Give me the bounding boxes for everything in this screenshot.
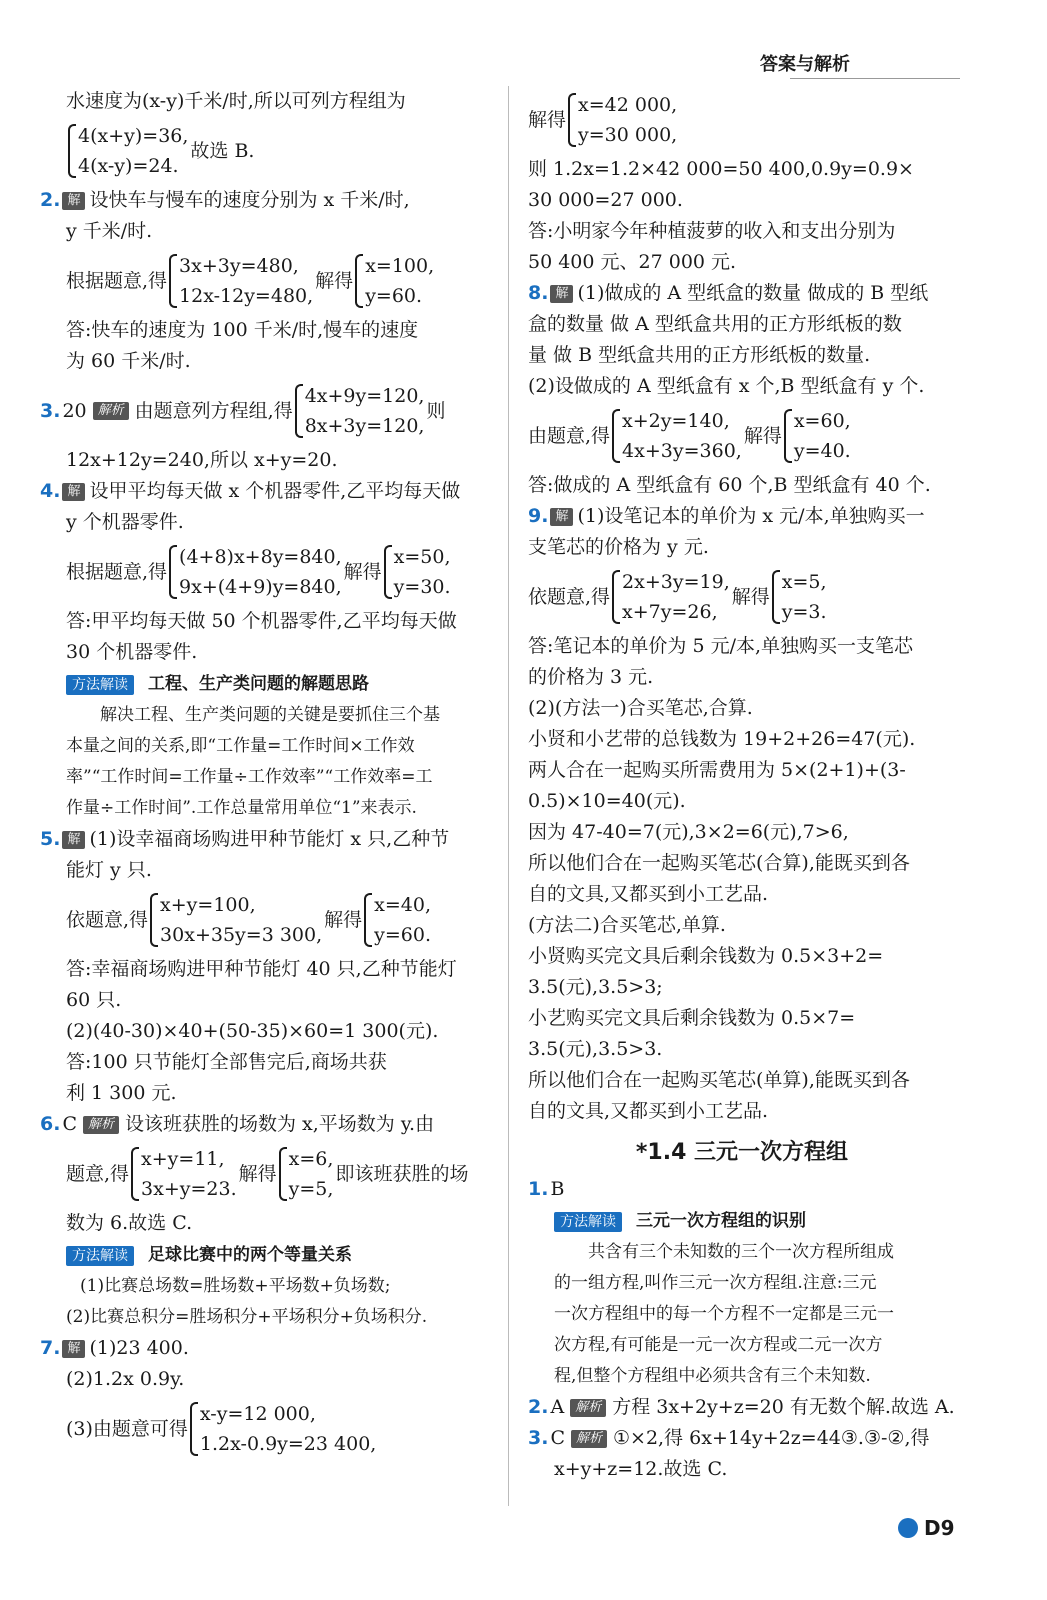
method-heading: 方法解读 三元一次方程组的识别	[528, 1205, 956, 1237]
text-line: 3.5(元),3.5>3;	[528, 976, 663, 998]
text-line: 自的文具,又都买到小工艺品.	[528, 883, 769, 905]
solution-badge: 解	[62, 192, 85, 210]
method-body: (1)比赛总场数=胜场数+平场数+负场数; (2)比赛总积分=胜场积分+平场积分+负场积分.	[66, 1276, 428, 1327]
q4-line: 4. 解 设甲平均每天做 x 个机器零件,乙平均每天做	[40, 480, 461, 502]
text-line: 则 1.2x=1.2×42 000=50 400,0.9y=0.9×	[528, 158, 914, 180]
analysis-badge: 解析	[571, 1430, 607, 1448]
text-line: x+y+z=12.故选 C.	[554, 1458, 728, 1480]
method-heading: 方法解读 工程、生产类问题的解题思路	[40, 668, 492, 700]
text-line: 为 60 千米/时.	[66, 350, 191, 372]
text-line: 的价格为 3 元.	[528, 666, 654, 688]
header-title: 答案与解析	[760, 54, 850, 75]
text-line: 答:小明家今年种植菠萝的收入和支出分别为	[528, 220, 896, 242]
text-line: 0.5)×10=40(元).	[528, 790, 686, 812]
text-line: 支笔芯的价格为 y 元.	[528, 536, 709, 558]
analysis-badge: 解析	[93, 402, 129, 420]
text-line: 答:甲平均每天做 50 个机器零件,乙平均每天做	[66, 610, 457, 632]
q5-line: 5. 解 (1)设幸福商场购进甲种节能灯 x 只,乙种节	[40, 828, 450, 850]
q7-line: 7. 解 (1)23 400.	[40, 1337, 189, 1359]
equation-system: x-y=12 000, 1.2x-0.9y=23 400,	[190, 1399, 376, 1459]
column-divider	[508, 86, 509, 1506]
q3-line: 3. 20 解析 由题意列方程组,得 4x+9y=120, 8x+3y=120, 则	[40, 381, 492, 441]
q8-line: 8. 解 (1)做成的 A 型纸盒的数量 做成的 B 型纸	[528, 282, 929, 304]
text-line: 30 000=27 000.	[528, 189, 683, 211]
q8-system-row: 由题意,得 x+2y=140, 4x+3y=360, 解得 x=60, y=40.	[528, 406, 956, 466]
text-line: 12x+12y=240,所以 x+y=20.	[66, 449, 338, 471]
equation-system: x+y=100, 30x+35y=3 300,	[150, 890, 322, 950]
page-number: D9	[898, 1516, 955, 1540]
solution-badge: 解	[62, 831, 85, 849]
text-line: 60 只.	[66, 989, 122, 1011]
method-badge: 方法解读	[66, 1246, 134, 1266]
solution-system: x=60, y=40.	[784, 406, 851, 466]
text-line: 答:幸福商场购进甲种节能灯 40 只,乙种节能灯	[66, 958, 457, 980]
left-column	[40, 86, 492, 1463]
text-line: 数为 6.故选 C.	[66, 1212, 193, 1234]
text-line: 30 个机器零件.	[66, 641, 198, 663]
text-line: 所以他们合在一起购买笔芯(单算),能既买到各	[528, 1069, 910, 1091]
solution-badge: 解	[62, 1340, 85, 1358]
method-body: 共含有三个未知数的三个一次方程所组成 的一组方程,叫作三元一次方程组.注意:三元 一次方程组中的每一个方程不一定都是三元一 次方程,有可能是一元一次方程或二元一次方 程,但整个方程组中必须共含有三个未知数.	[554, 1242, 894, 1386]
text-line: 答:100 只节能灯全部售完后,商场共获	[66, 1051, 387, 1073]
text-line: y 千米/时.	[66, 220, 153, 242]
text-line: (方法二)合买笔芯,单算.	[528, 914, 726, 936]
section-title: *1.4 三元一次方程组	[635, 1140, 849, 1165]
equation-system: (4+8)x+8y=840, 9x+(4+9)y=840,	[169, 542, 342, 602]
method-badge: 方法解读	[66, 675, 134, 695]
equation-system: 4x+9y=120, 8x+3y=120,	[295, 381, 425, 441]
text-line: 3.5(元),3.5>3.	[528, 1038, 663, 1060]
text-line: 小艺购买完文具后剩余钱数为 0.5×7=	[528, 1007, 856, 1029]
header-rule	[790, 78, 960, 79]
equation-system: 4(x+y)=36, 4(x-y)=24.	[68, 121, 188, 181]
analysis-badge: 解析	[83, 1116, 119, 1134]
text-line: 小贤和小艺带的总钱数为 19+2+26=47(元).	[528, 728, 916, 750]
solution-system: x=100, y=60.	[355, 251, 434, 311]
text-line: 自的文具,又都买到小工艺品.	[528, 1100, 769, 1122]
solution-badge: 解	[550, 508, 573, 526]
q5-system-row: 依题意,得 x+y=100, 30x+35y=3 300, 解得 x=40, y=60.	[40, 890, 492, 950]
q2-line: 2. 解 设快车与慢车的速度分别为 x 千米/时,	[40, 189, 410, 211]
equation-system: 3x+3y=480, 12x-12y=480,	[169, 251, 313, 311]
s2-line: 2. A 解析 方程 3x+2y+z=20 有无数个解.故选 A.	[528, 1396, 955, 1418]
solution-system: x=6, y=5,	[279, 1144, 334, 1204]
method-badge: 方法解读	[554, 1212, 622, 1232]
equation-system: 2x+3y=19, x+7y=26,	[612, 567, 730, 627]
text-line: 50 400 元、27 000 元.	[528, 251, 737, 273]
solution-system: x=50, y=30.	[384, 542, 451, 602]
text-line: 量 做 B 型纸盒共用的正方形纸板的数量.	[528, 344, 871, 366]
s3-line: 3. C 解析 ①×2,得 6x+14y+2z=44③.③-②,得	[528, 1427, 930, 1449]
q9-line: 9. 解 (1)设笔记本的单价为 x 元/本,单独购买一	[528, 505, 925, 527]
q2-system-row: 根据题意,得 3x+3y=480, 12x-12y=480, 解得 x=100, y=60.	[40, 251, 492, 311]
text-line: (2)(40-30)×40+(50-35)×60=1 300(元).	[66, 1020, 439, 1042]
q7-system-row: (3)由题意可得 x-y=12 000, 1.2x-0.9y=23 400,	[40, 1399, 492, 1459]
solution-badge: 解	[62, 483, 85, 501]
equation-system: x+2y=140, 4x+3y=360,	[612, 406, 742, 466]
text-line: 因为 47-40=7(元),3×2=6(元),7>6,	[528, 821, 849, 843]
text-line: 水速度为(x-y)千米/时,所以可列方程组为	[66, 90, 406, 112]
q4-system-row: 根据题意,得 (4+8)x+8y=840, 9x+(4+9)y=840, 解得 x=50, y=30.	[40, 542, 492, 602]
solution-system: x=5, y=3.	[772, 567, 827, 627]
text-line: 所以他们合在一起购买笔芯(合算),能既买到各	[528, 852, 910, 874]
equation-system: x+y=11, 3x+y=23.	[131, 1144, 237, 1204]
text-line: 能灯 y 只.	[66, 859, 152, 881]
right-column	[528, 86, 956, 1485]
text-line: 小贤购买完文具后剩余钱数为 0.5×3+2=	[528, 945, 884, 967]
text-line: 利 1 300 元.	[66, 1082, 177, 1104]
text-line: 两人合在一起购买所需费用为 5×(2+1)+(3-	[528, 759, 906, 781]
text-line: 答:做成的 A 型纸盒有 60 个,B 型纸盒有 40 个.	[528, 474, 931, 496]
text-line: (2)设做成的 A 型纸盒有 x 个,B 型纸盒有 y 个.	[528, 375, 925, 397]
q6-system-row: 题意,得 x+y=11, 3x+y=23. 解得 x=6, y=5, 即该班获胜的场	[40, 1144, 492, 1204]
solution-system: x=42 000, y=30 000,	[568, 90, 677, 150]
method-heading: 方法解读 足球比赛中的两个等量关系	[40, 1239, 492, 1271]
q1-system-row: 4(x+y)=36, 4(x-y)=24. 故选 B.	[40, 121, 492, 181]
s1-line: 1. B	[528, 1178, 565, 1200]
text-line: 答:笔记本的单价为 5 元/本,单独购买一支笔芯	[528, 635, 914, 657]
analysis-badge: 解析	[570, 1399, 606, 1417]
q9-system-row: 依题意,得 2x+3y=19, x+7y=26, 解得 x=5, y=3.	[528, 567, 956, 627]
text-line: (2)(方法一)合买笔芯,合算.	[528, 697, 753, 719]
page-dot-icon	[898, 1518, 918, 1538]
method-body: 解决工程、生产类问题的关键是要抓住三个基 本量之间的关系,即“工作量=工作时间×工作效 率”“工作时间=工作量÷工作效率”“工作效率=工 作量÷工作时间”.工作总量常用单位“1”来表示.	[66, 705, 440, 818]
text-line: (2)1.2x 0.9y.	[66, 1368, 185, 1390]
solution-badge: 解	[550, 285, 573, 303]
text-line: y 个机器零件.	[66, 511, 184, 533]
r1-system-row: 解得 x=42 000, y=30 000,	[528, 90, 956, 150]
text-line: 盒的数量 做 A 型纸盒共用的正方形纸板的数	[528, 313, 902, 335]
text-line: 答:快车的速度为 100 千米/时,慢车的速度	[66, 319, 419, 341]
solution-system: x=40, y=60.	[364, 890, 431, 950]
q6-line: 6. C 解析 设该班获胜的场数为 x,平场数为 y.由	[40, 1113, 435, 1135]
